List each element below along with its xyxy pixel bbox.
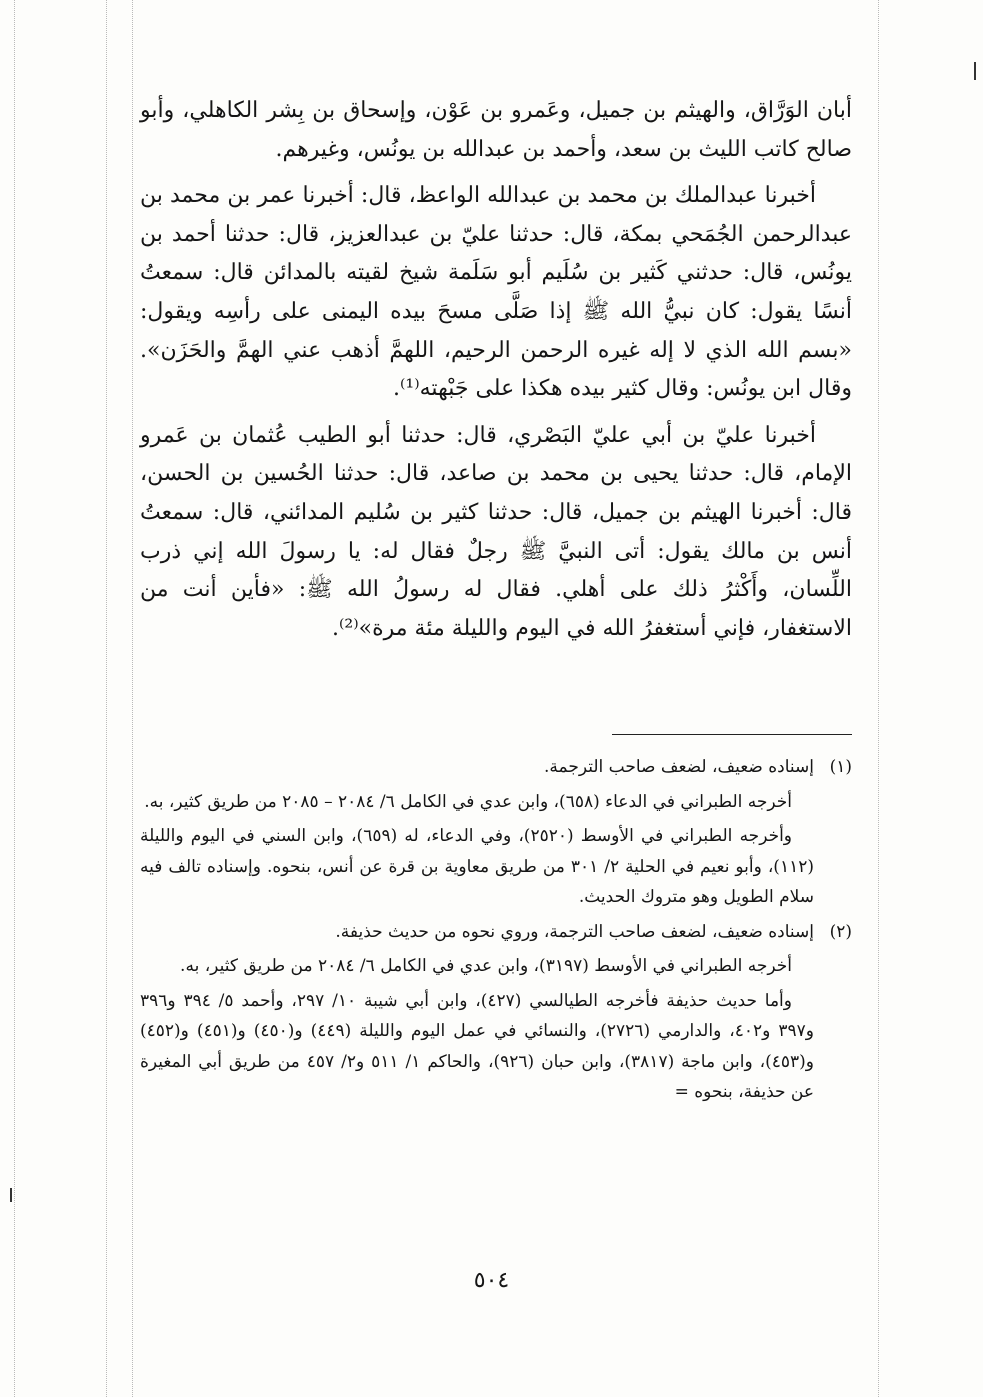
scan-margin-line-text-left <box>132 0 133 1397</box>
paragraph-1: أبان الوَرَّاق، والهيثم بن جميل، وعَمرو بن عَوْن، وإسحاق بن بِشر الكاهلي، وأبو صالح كاتب الليث بن سعد، وأحمد بن عبدالله بن يونُس، وغيرهم. <box>140 98 852 162</box>
footnote-separator <box>612 734 852 735</box>
footnote-text: أخرجه الطبراني في الأوسط (٣١٩٧)، وابن عدي في الكامل ٦/ ٢٠٨٤ من طريق كثير، به. <box>180 956 792 976</box>
scan-margin-line-left <box>14 0 15 1397</box>
footnote-text: أخرجه الطبراني في الدعاء (٦٥٨)، وابن عدي في الكامل ٦/ ٢٠٨٤ – ٢٠٨٥ من طريق كثير، به. <box>144 791 792 812</box>
main-text <box>140 92 852 648</box>
page-number: ٥٠٤ <box>473 1268 510 1293</box>
footnote-1 <box>140 752 852 913</box>
footnote-text: وأما حديث حذيفة فأخرجه الطيالسي (٤٢٧)، وابن أبي شيبة ١٠/ ٢٩٧، وأحمد ٥/ ٣٩٤ و٣٩٦ و٣٩٧ و٤٠٢، والدارمي (٢٧٢٦)، والنسائي في عمل اليوم والليلة (٤٤٩) و(٤٥٠) و(٤٥١) و(٤٥٢) و(٤٥٣)، وابن ماجة (٣٨١٧)، وابن حبان (٩٢٦)، والحاكم ١/ ٥١١ و٢/ ٤٥٧ من طريق أبي المغيرة عن حذيفة، بنحوه = <box>140 990 814 1102</box>
scan-mark-right <box>974 62 976 80</box>
footnote-number: (٢) <box>829 921 852 942</box>
paragraph-2: أخبرنا عبدالملك بن محمد بن عبدالله الواعظ، قال: أخبرنا عمر بن محمد بن عبدالرحمن الجُمَحي بمكة، قال: حدثنا عليّ بن عبدالعزيز، قال: حدثنا أحمد بن يونُس، قال: حدثني كَثير بن سُلَيم أبو سَلَمة شيخ لقيته بالمدائن قال: سمعتُ أنسًا يقول: كان نبيُّ الله ﷺ إذا صَلَّى مسحَ بيده اليمنى على رأسِه ويقول: «بسم الله الذي لا إله غيره الرحمن الرحيم، اللهمَّ أذهب عني الهمَّ والحَزَن». وقال ابن يونُس: وقال كثير بيده هكذا على جَبْهته⁽¹⁾. <box>140 183 852 402</box>
scan-mark-left <box>10 1188 12 1202</box>
scan-margin-line-inner-left <box>106 0 107 1397</box>
footnote-text: إسناده ضعيف، لضعف صاحب الترجمة، وروي نحوه من حديث حذيفة. <box>335 921 814 942</box>
scan-margin-line-right <box>878 0 879 1397</box>
footnote-text: إسناده ضعيف، لضعف صاحب الترجمة. <box>543 757 814 777</box>
paragraph-3: أخبرنا عليّ بن أبي عليّ البَصْري، قال: حدثنا أبو الطيب عُثمان بن عَمرو الإمام، قال: حدثنا يحيى بن محمد بن صاعد، قال: حدثنا الحُسين بن الحسن، قال: أخبرنا الهيثم بن جميل، قال: حدثنا كثير بن سُليم المدائني، قال: سمعتُ أنس بن مالك يقول: أتى النبيَّ ﷺ رجلٌ فقال له: يا رسولَ الله إني ذرب اللِّسان، وأَكْثرُ ذلك على أهلي. فقال له رسولُ الله ﷺ: «فأين أنت من الاستغفار، فإني أستغفرُ الله في اليوم والليلة مئة مرة»⁽²⁾. <box>140 422 852 641</box>
footnote-2 <box>140 917 852 1108</box>
footnotes <box>140 752 852 1108</box>
footnote-number: (١) <box>829 757 852 777</box>
footnote-text: وأخرجه الطبراني في الأوسط (٢٥٢٠)، وفي الدعاء، له (٦٥٩)، وابن السني في اليوم والليلة (١١٢)، وأبو نعيم في الحلية ٢/ ٣٠١ من طريق معاوية بن قرة عن أنس، بنحوه. وإسناده تالف فيه سلام الطويل وهو متروك الحديث. <box>140 826 814 907</box>
